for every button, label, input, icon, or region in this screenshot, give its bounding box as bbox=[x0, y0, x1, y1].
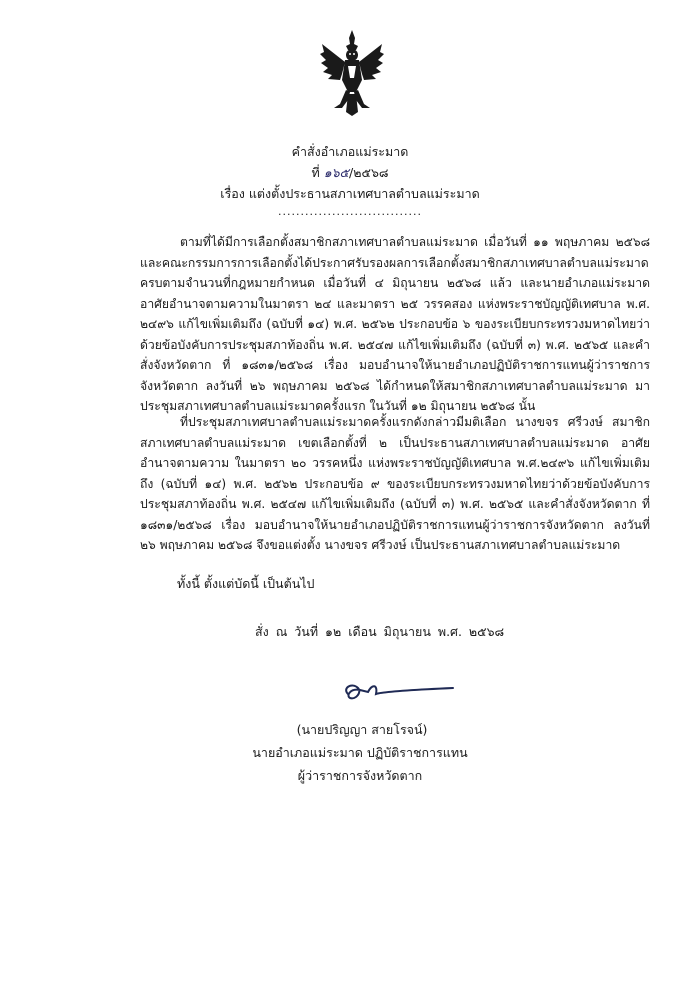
order-number-handwritten: ๑๖๕ bbox=[323, 165, 350, 180]
body-paragraph-2: ที่ประชุมสภาเทศบาลตำบลแม่ระมาดครั้งแรกดังกล่าวมีมติเลือก นางขจร ศรีวงษ์ สมาชิกสภาเทศบาลตำบลแม่ระมาด เขตเลือกตั้งที่ ๒ เป็นประธานสภาเทศบาลตำบลแม่ระมาด อาศัยอำนาจตามความ ในมาตรา ๒๐ วรรคหนึ่ง แห่งพระราชบัญญัติเทศบาล พ.ศ.๒๔๙๖ แก้ไขเพิ่มเติมถึง (ฉบับที่ ๑๔) พ.ศ. ๒๕๖๒ ประกอบข้อ ๙ ของระเบียบกระทรวงมหาดไทยว่าด้วยข้อบังคับการประชุมสภาท้องถิ่น พ.ศ. ๒๕๔๗ แก้ไขเพิ่มเติมถึง (ฉบับที่ ๓) พ.ศ. ๒๕๖๕ และคำสั่งจังหวัดตาก ที่ ๑๘๓๑/๒๕๖๘ เรื่อง มอบอำนาจให้นายอำเภอปฏิบัติราชการแทนผู้ว่าราชการจังหวัดตาก ลงวันที่ ๒๖ พฤษภาคม ๒๕๖๘ จึงขอแต่งตั้ง นางขจร ศรีวงษ์ เป็นประธานสภาเทศบาลตำบลแม่ระมาด bbox=[140, 415, 650, 552]
body-paragraph-1: ตามที่ได้มีการเลือกตั้งสมาชิกสภาเทศบาลตำบลแม่ระมาด เมื่อวันที่ ๑๑ พฤษภาคม ๒๕๖๘ และคณะกรรมการการเลือกตั้งได้ประกาศรับรองผลการเลือกตั้งสมาชิกสภาเทศบาลตำบลแม่ระมาด ครบตามจำนวนที่กฎหมายกำหนด เมื่อวันที่ ๔ มิถุนายน ๒๕๖๘ แล้ว และนายอำเภอแม่ระมาด อาศัยอำนาจตามความในมาตรา ๒๔ และมาตรา ๒๕ วรรคสอง แห่งพระราชบัญญัติเทศบาล พ.ศ. ๒๔๙๖ แก้ไขเพิ่มเติมถึง (ฉบับที่ ๑๔) พ.ศ. ๒๕๖๒ ประกอบข้อ ๖ ของระเบียบกระทรวงมหาดไทยว่าด้วยข้อบังคับการประชุมสภาท้องถิ่น พ.ศ. ๒๕๔๗ แก้ไขเพิ่มเติมถึง (ฉบับที่ ๓) พ.ศ. ๒๕๖๕ และคำสั่งจังหวัดตาก ที่ ๑๘๓๑/๒๕๖๘ เรื่อง มอบอำนาจให้นายอำเภอปฏิบัติราชการแทนผู้ว่าราชการจังหวัดตาก ลงวันที่ ๒๖ พฤษภาคม ๒๕๖๘ ได้กำหนดให้สมาชิกสภาเทศบาลตำบลแม่ระมาด มาประชุมสภาเทศบาลตำบลแม่ระมาดครั้งแรก ในวันที่ ๑๒ มิถุนายน ๒๕๖๘ นั้น bbox=[140, 235, 650, 413]
order-subject: เรื่อง แต่งตั้งประธานสภาเทศบาลตำบลแม่ระมาด bbox=[220, 186, 480, 201]
closing-statement: ทั้งนี้ ตั้งแต่บัดนี้ เป็นต้นไป bbox=[177, 576, 315, 591]
order-number bbox=[0, 163, 700, 183]
handwritten-signature bbox=[338, 678, 458, 706]
garuda-emblem-icon bbox=[318, 30, 386, 116]
given-date: สั่ง ณ วันที่ ๑๒ เดือน มิถุนายน พ.ศ. ๒๕๖๘ bbox=[255, 624, 505, 639]
signatory-position-2: ผู้ว่าราชการจังหวัดตาก bbox=[297, 768, 423, 783]
order-number-suffix: /๒๕๖๘ bbox=[349, 165, 389, 180]
signatory-position-1: นายอำเภอแม่ระมาด ปฏิบัติราชการแทน bbox=[252, 745, 468, 760]
separator-line: ................................ bbox=[278, 205, 422, 218]
order-number-prefix: ที่ bbox=[311, 165, 324, 180]
order-title: คำสั่งอำเภอแม่ระมาด bbox=[291, 144, 409, 159]
signatory-name: (นายปริญญา สายโรจน์) bbox=[296, 722, 428, 737]
